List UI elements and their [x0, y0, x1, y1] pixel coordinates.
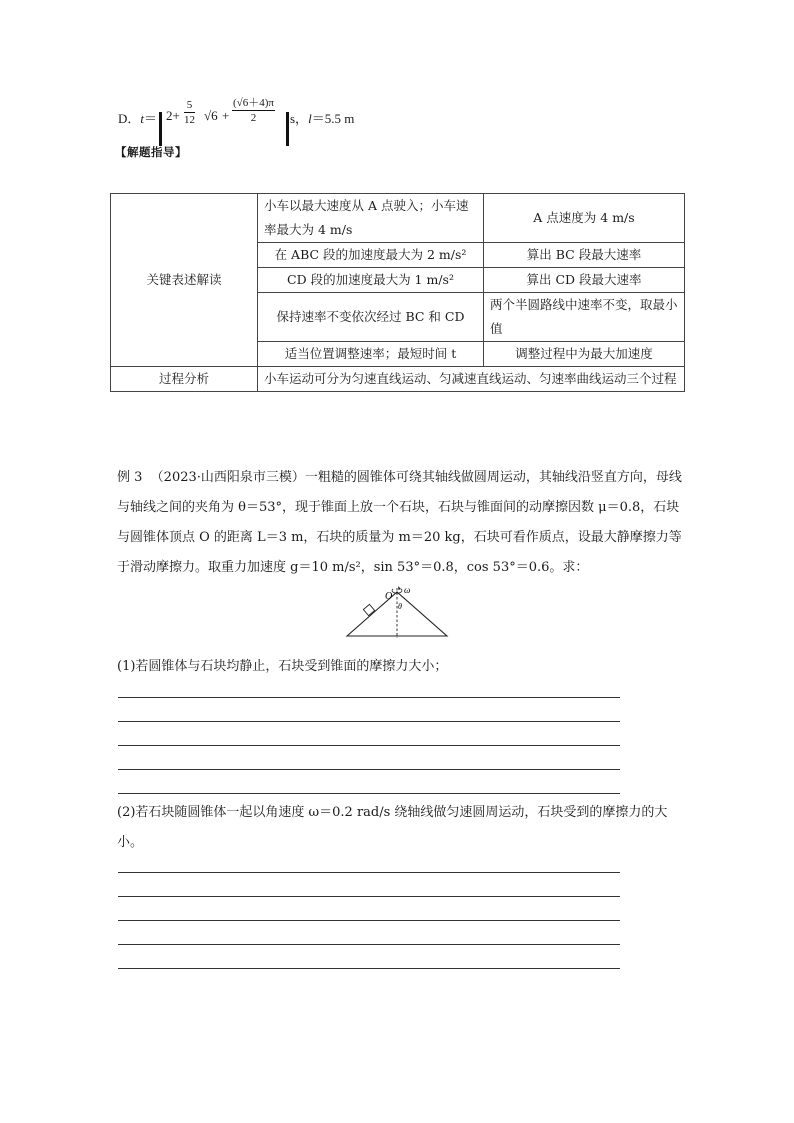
example-3-text [117, 463, 682, 583]
option-d-label: D．t＝ [118, 111, 158, 126]
label-theta: θ [398, 602, 402, 611]
question-2: (2)若石块随圆锥体一起以角速度 ω＝0.2 rad/s 绕轴线做匀速圆周运动，石块受到的摩擦力的大小。 [117, 805, 668, 850]
cone-figure [345, 584, 450, 642]
question-1: (1)若圆锥体与石块均静止，石块受到锥面的摩擦力大小； [117, 659, 448, 674]
example-source: （2023·山西阳泉市三模） [150, 470, 305, 485]
answer-line [118, 721, 620, 722]
answer-line [118, 920, 620, 921]
statement-cell: 在 ABC 段的加速度最大为 2 m/s² [258, 243, 484, 268]
statement-cell: 保持速率不变依次经过 BC 和 CD [258, 293, 484, 342]
answer-line [118, 769, 620, 770]
option-d-tail: s，l＝5.5 m [290, 111, 355, 126]
answer-line [118, 968, 620, 969]
interpretation-cell: 调整过程中为最大加速度 [484, 342, 685, 367]
sqrt-6: √6 [204, 108, 218, 123]
label-omega: ω [404, 585, 411, 595]
left-bracket [159, 112, 162, 146]
fraction-pi: $\frac{(√6+4)\pi}{2}$ [233, 97, 274, 124]
statement-cell: CD 段的加速度最大为 1 m/s² [258, 268, 484, 293]
process-analysis-cell: 小车运动可分为匀速直线运动、匀减速直线运动、匀速率曲线运动三个过程 [258, 367, 685, 392]
label-o: O [385, 591, 393, 602]
interpretation-cell: 算出 CD 段最大速率 [484, 268, 685, 293]
interpretation-cell: 两个半圆路线中速率不变，取最小值 [484, 293, 685, 342]
stone-block [363, 604, 374, 615]
statement-cell: 小车以最大速度从 A 点驶入；小车速率最大为 4 m/s [258, 194, 484, 243]
table-row [111, 194, 685, 243]
answer-line [118, 872, 620, 873]
term-2: 2+ [166, 108, 180, 123]
interpretation-cell: 算出 BC 段最大速率 [484, 243, 685, 268]
fraction-5-12: $\frac{5}{12}$ [184, 99, 195, 126]
option-d [118, 96, 418, 146]
example-label: 例 3 [117, 470, 143, 485]
section-header-process: 过程分析 [111, 367, 258, 392]
plus-sign: + [222, 108, 230, 123]
section-header-key: 关键表述解读 [111, 194, 258, 367]
right-bracket [286, 112, 289, 146]
table-row [111, 367, 685, 392]
rotation-arrowhead [398, 586, 401, 590]
guide-label: 【解题指导】 [115, 145, 187, 159]
key-analysis-table [110, 193, 685, 392]
statement-cell: 适当位置调整速率；最短时间 t [258, 342, 484, 367]
interpretation-cell: A 点速度为 4 m/s [484, 194, 685, 243]
answer-line [118, 793, 620, 794]
answer-line [118, 745, 620, 746]
answer-line [118, 944, 620, 945]
example-body: 一粗糙的圆锥体可绕其轴线做圆周运动，其轴线沿竖直方向，母线与轴线之间的夹角为 θ＝53°，现于锥面上放一个石块，石块与锥面间的动摩擦因数 μ＝0.8，石块与圆锥体顶点 O 的距离 L＝3 m，石块的质量为 m＝20 kg，石块可看作质点，设最大静摩擦力等于滑动摩擦力。取重力加速度 g＝10 m/s²，sin 53°＝0.8，cos 53°＝0.6。求： [117, 470, 682, 575]
answer-line [118, 697, 620, 698]
answer-line [118, 896, 620, 897]
